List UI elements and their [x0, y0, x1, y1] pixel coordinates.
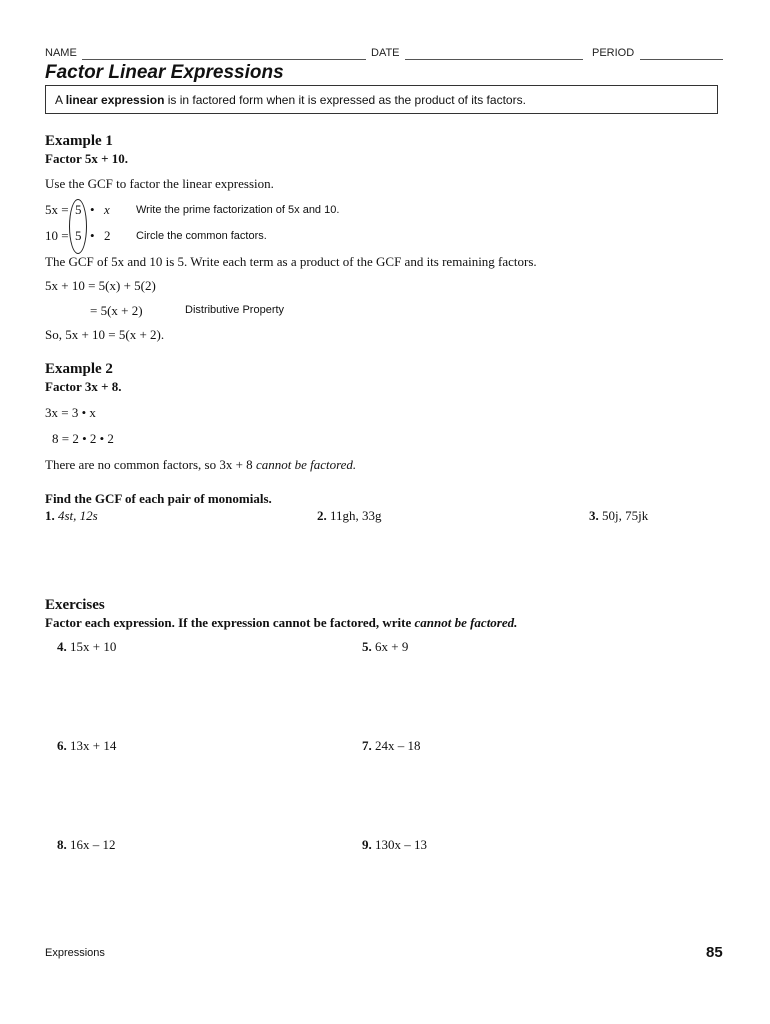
exercise-9-num: 9.: [362, 837, 372, 852]
name-label: NAME: [45, 47, 77, 59]
definition-box: [45, 85, 718, 114]
definition-prefix: A: [55, 93, 66, 107]
example1-task: Factor 5x + 10.: [45, 151, 128, 166]
example2-row1: 3x = 3 • x: [45, 405, 96, 420]
example2-conclusion-prefix: There are no common factors, so 3x + 8: [45, 457, 256, 472]
example2-conclusion-italic: cannot be factored.: [255, 457, 357, 472]
example1-step1: 5x + 10 = 5(x) + 5(2): [45, 278, 156, 293]
example2-conclusion: [45, 457, 356, 473]
exercise-5: [362, 639, 408, 655]
name-blank[interactable]: [82, 59, 366, 60]
exercise-7: [362, 738, 421, 754]
exercise-8-expr: 16x – 12: [70, 837, 116, 852]
gcf-problem-3: [589, 508, 648, 524]
exercises-instruction-prefix: Factor each expression. If the expression cannot be factored, write: [45, 615, 415, 630]
ex1-row2-dot: •: [90, 228, 95, 243]
example2-task: Factor 3x + 8.: [45, 379, 122, 394]
gcf-problem-2-expr: 11gh, 33g: [330, 508, 382, 523]
exercise-4-expr: 15x + 10: [70, 639, 117, 654]
gcf-problem-3-num: 3.: [589, 508, 599, 523]
exercises-heading: Exercises: [45, 597, 105, 613]
exercise-4-num: 4.: [57, 639, 67, 654]
definition-term: linear expression: [65, 93, 165, 107]
exercise-4: [57, 639, 116, 655]
ex1-row2-note: Circle the common factors.: [136, 230, 267, 242]
exercise-6: [57, 738, 116, 754]
gcf-problem-2-num: 2.: [317, 508, 327, 523]
exercise-7-expr: 24x – 18: [375, 738, 421, 753]
date-label: DATE: [371, 47, 400, 59]
exercise-6-num: 6.: [57, 738, 67, 753]
example1-gcf-text: The GCF of 5x and 10 is 5. Write each term as a product of the GCF and its remaining factors.: [45, 254, 537, 269]
gcf-problem-1: [45, 508, 98, 524]
exercise-9-expr: 130x – 13: [375, 837, 427, 852]
exercises-instruction: [45, 615, 517, 631]
gcf-problem-1-num: 1.: [45, 508, 55, 523]
definition-text: [55, 93, 526, 107]
example1-step2-note: Distributive Property: [185, 304, 285, 316]
definition-suffix: is in factored form when it is expressed as the product of its factors.: [164, 93, 526, 107]
example1-heading: Example 1: [45, 133, 113, 149]
gcf-problem-3-expr: 50j, 75jk: [602, 508, 649, 523]
example2-row2: 8 = 2 • 2 • 2: [52, 431, 114, 446]
ex1-row1-dot: •: [90, 202, 95, 217]
ex1-row2-rest: 2: [104, 228, 111, 243]
ex1-row2-left: 10 =: [45, 228, 69, 243]
ex1-row1-circled: 5: [75, 202, 82, 217]
ex1-row1-left: 5x =: [45, 202, 69, 217]
ex1-row2-circled: 5: [75, 228, 82, 243]
example2-heading: Example 2: [45, 361, 113, 377]
exercise-8-num: 8.: [57, 837, 67, 852]
exercise-5-expr: 6x + 9: [375, 639, 409, 654]
exercise-8: [57, 837, 116, 853]
exercise-5-num: 5.: [362, 639, 372, 654]
exercise-9: [362, 837, 427, 853]
page-title: Factor Linear Expressions: [45, 62, 284, 83]
period-label: PERIOD: [592, 47, 635, 59]
gcf-problem-2: [317, 508, 382, 524]
footer-section: Expressions: [45, 947, 105, 959]
example1-conclusion: So, 5x + 10 = 5(x + 2).: [45, 327, 165, 342]
gcf-instruction: Find the GCF of each pair of monomials.: [45, 491, 272, 506]
exercise-6-expr: 13x + 14: [70, 738, 117, 753]
example1-step2: = 5(x + 2): [90, 303, 143, 318]
period-blank[interactable]: [640, 59, 723, 60]
example1-intro: Use the GCF to factor the linear expression.: [45, 176, 274, 191]
gcf-problem-1-expr: 4st, 12s: [58, 508, 98, 523]
page-number: 85: [706, 944, 723, 961]
date-blank[interactable]: [405, 59, 583, 60]
ex1-row1-rest: x: [104, 202, 110, 217]
exercises-instruction-italic: cannot be factored.: [414, 615, 518, 630]
ex1-row1-note: Write the prime factorization of 5x and 10.: [136, 204, 340, 216]
exercise-7-num: 7.: [362, 738, 372, 753]
